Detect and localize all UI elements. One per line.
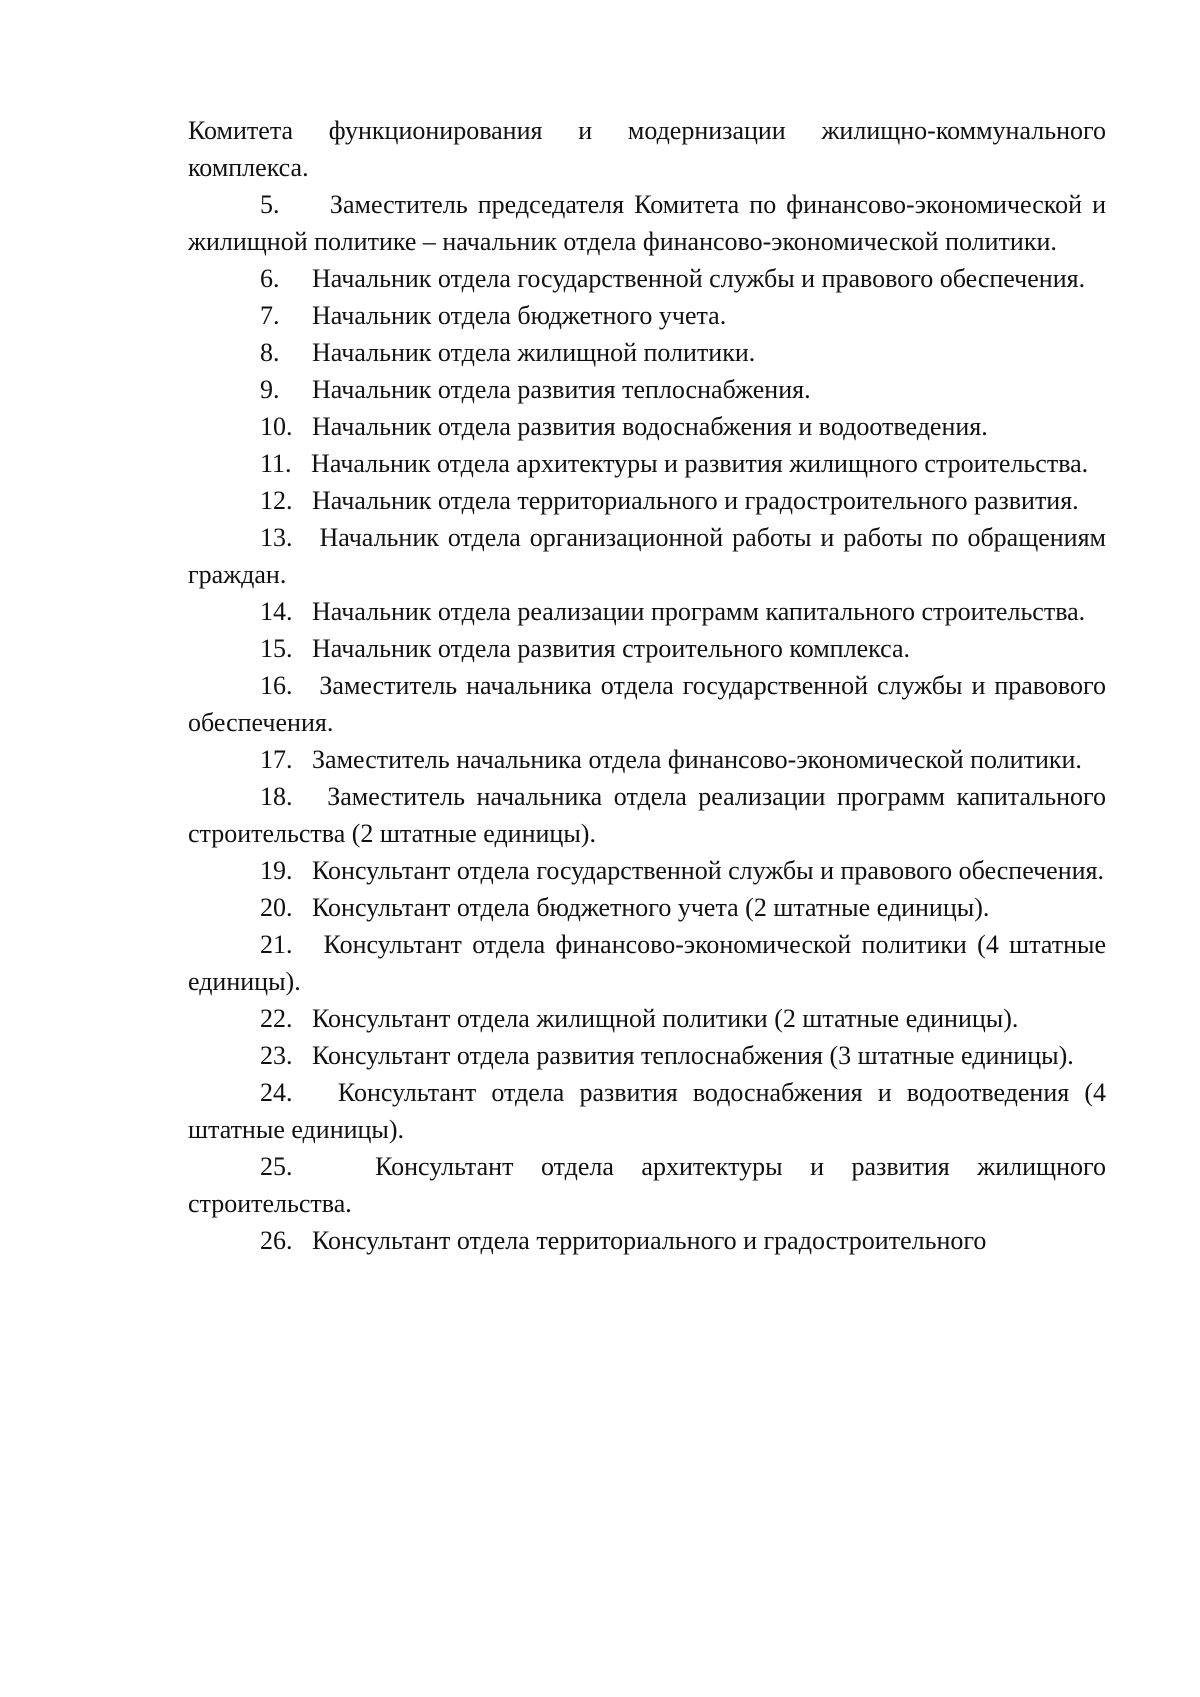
list-item [188, 445, 1106, 482]
item-text: Консультант отдела государственной службы и правового обеспечения. [312, 856, 1105, 885]
item-number: 12. [260, 486, 293, 515]
item-text: Начальник отдела реализации программ капитального строительства. [312, 597, 1086, 626]
item-text: Начальник отдела архитектуры и развития жилищного строительства. [311, 449, 1089, 478]
item-number: 18. [260, 782, 293, 811]
item-text: Консультант отдела территориального и градостроительного [312, 1226, 987, 1255]
item-text: Консультант отдела развития теплоснабжения (3 штатные единицы). [312, 1041, 1074, 1070]
list-item [188, 778, 1106, 852]
item-text: Заместитель начальника отдела финансово-экономической политики. [312, 745, 1082, 774]
item-text: Начальник отдела государственной службы и правового обеспечения. [312, 264, 1086, 293]
list-item [188, 1222, 1106, 1259]
item-number: 24. [260, 1078, 293, 1107]
item-number: 15. [260, 634, 293, 663]
item-number: 5. [260, 190, 280, 219]
list-item [188, 667, 1106, 741]
list-item [188, 371, 1106, 408]
item-number: 17. [260, 745, 293, 774]
item-number: 9. [260, 375, 280, 404]
list-item [188, 1074, 1106, 1148]
item-number: 6. [260, 264, 280, 293]
item-text: Заместитель председателя Комитета по финансово-экономической и жилищной политике – начальник отдела финансово-экономической политики. [188, 190, 1106, 256]
item-text: Начальник отдела организационной работы и работы по обращениям граждан. [188, 523, 1107, 589]
item-number: 7. [260, 301, 280, 330]
item-text: Начальник отдела бюджетного учета. [312, 301, 727, 330]
item-number: 19. [260, 856, 293, 885]
list-item [188, 926, 1106, 1000]
list-item [188, 852, 1106, 889]
item-text: Начальник отдела территориального и градостроительного развития. [312, 486, 1079, 515]
document-body [188, 112, 1106, 1259]
item-number: 25. [260, 1152, 293, 1181]
intro-paragraph: Комитета функционирования и модернизации жилищно-коммунального комплекса. [188, 116, 1106, 182]
item-text: Начальник отдела развития водоснабжения и водоотведения. [312, 412, 988, 441]
item-text: Начальник отдела жилищной политики. [312, 338, 756, 367]
item-text: Консультант отдела развития водоснабжения и водоотведения (4 штатные единицы). [188, 1078, 1106, 1144]
item-number: 21. [260, 930, 293, 959]
list-item [188, 260, 1106, 297]
item-number: 14. [260, 597, 293, 626]
item-number: 10. [260, 412, 293, 441]
list-item [188, 889, 1106, 926]
list-item [188, 1000, 1106, 1037]
list-item [188, 482, 1106, 519]
list-item [188, 630, 1106, 667]
item-text: Начальник отдела развития строительного комплекса. [312, 634, 910, 663]
item-text: Консультант отдела финансово-экономической политики (4 штатные единицы). [188, 930, 1107, 996]
list-item [188, 186, 1106, 260]
item-number: 20. [260, 893, 293, 922]
item-number: 13. [260, 523, 293, 552]
item-text: Консультант отдела бюджетного учета (2 штатные единицы). [312, 893, 990, 922]
item-number: 8. [260, 338, 280, 367]
list-item [188, 519, 1106, 593]
list-item [188, 1037, 1106, 1074]
item-text: Заместитель начальника отдела реализации программ капитального строительства (2 штатные единицы). [188, 782, 1107, 848]
list-item [188, 593, 1106, 630]
item-text: Консультант отдела жилищной политики (2 штатные единицы). [312, 1004, 1019, 1033]
list-item [188, 1148, 1106, 1222]
item-number: 16. [260, 671, 293, 700]
item-number: 22. [260, 1004, 293, 1033]
list-item [188, 741, 1106, 778]
item-number: 26. [260, 1226, 293, 1255]
item-text: Консультант отдела архитектуры и развития жилищного строительства. [188, 1152, 1107, 1218]
item-text: Начальник отдела развития теплоснабжения. [312, 375, 811, 404]
item-number: 11. [260, 449, 292, 478]
list-item [188, 334, 1106, 371]
list-item [188, 408, 1106, 445]
item-text: Заместитель начальника отдела государственной службы и правового обеспечения. [188, 671, 1106, 737]
list-item [188, 297, 1106, 334]
item-number: 23. [260, 1041, 293, 1070]
